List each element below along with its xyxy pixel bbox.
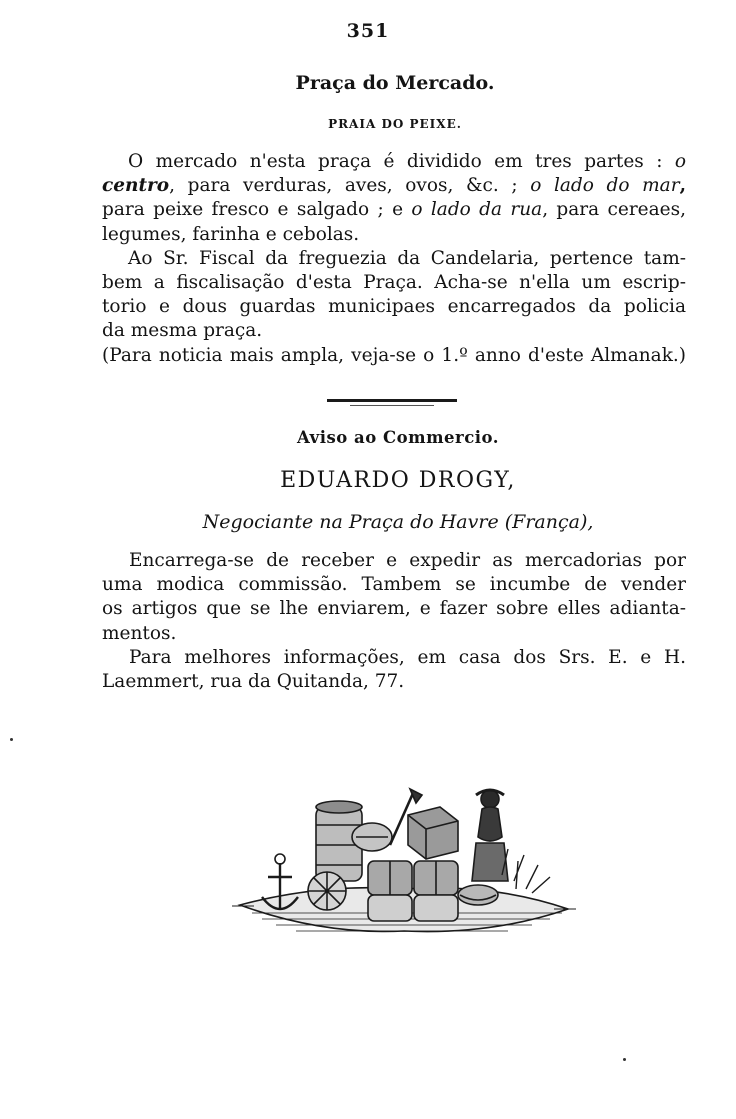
notice-paragraph: [102, 549, 686, 694]
section-title: Praça do Mercado.: [295, 72, 495, 94]
text-line: O mercado n'esta praça é dividido em tres partes : o: [128, 151, 686, 172]
text-line: da mesma praça.: [102, 320, 263, 342]
text-line: Encarrega-se de receber e expedir as mercadorias por: [129, 550, 686, 571]
text-line: bem a fiscalisação d'esta Praça. Acha-se n'ella um escrip-: [102, 272, 686, 294]
commerce-vignette-icon: [232, 785, 576, 955]
section-divider: [327, 399, 457, 402]
text-line: uma modica commissão. Tambem se incumbe de vender: [102, 574, 686, 596]
reference-note: (Para noticia mais ampla, veja-se o 1.º anno d'este Almanak.): [102, 344, 686, 366]
section-subheading: PRAIA DO PEIXE.: [328, 117, 462, 131]
text-line: os artigos que se lhe enviarem, e fazer sobre elles adianta-: [102, 598, 686, 620]
text-line: para peixe fresco e salgado ; e o lado da rua, para cereaes,: [102, 199, 686, 221]
page-number: 351: [346, 20, 390, 42]
text-line: centro, para verduras, aves, ovos, &c. ; o lado do mar,: [102, 175, 687, 197]
section-divider-rule: [350, 405, 434, 406]
notice-title: Aviso ao Commercio.: [297, 428, 499, 447]
text-line: Para melhores informações, em casa dos Srs. E. e H.: [129, 646, 686, 668]
text-line: mentos.: [102, 622, 177, 644]
market-paragraph: [102, 150, 686, 368]
text-line: legumes, farinha e cebolas.: [102, 223, 360, 245]
text-line: Ao Sr. Fiscal da freguezia da Candelaria, pertence tam-: [128, 247, 686, 269]
merchant-role: Negociante na Praça do Havre (França),: [202, 511, 594, 533]
text-line: torio e dous guardas municipaes encarregados da policia: [102, 296, 686, 318]
text-line: Laemmert, rua da Quitanda, 77.: [102, 671, 405, 693]
ink-speck: [623, 1058, 626, 1061]
ink-speck: [10, 738, 13, 741]
merchant-name: EDUARDO DROGY,: [280, 468, 516, 493]
